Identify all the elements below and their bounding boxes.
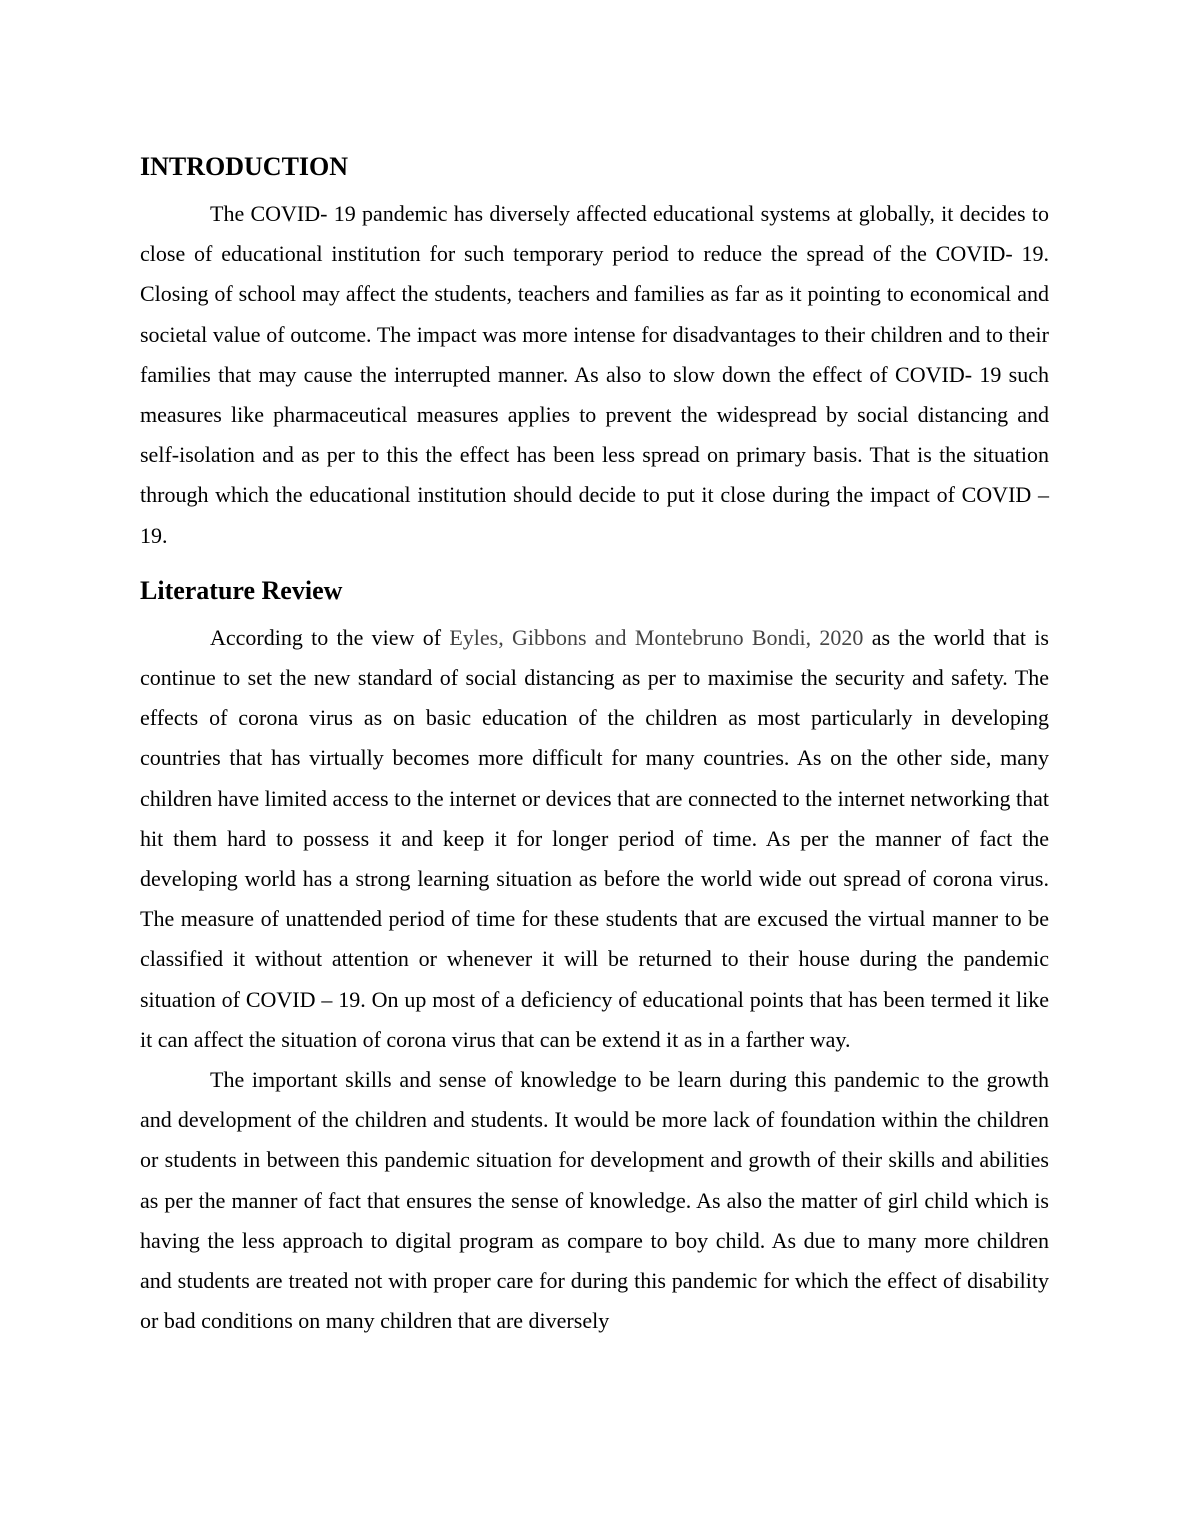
literature-review-heading: Literature Review	[140, 575, 343, 605]
introduction-heading: INTRODUCTION	[140, 152, 349, 181]
citation-reference: Eyles, Gibbons and Montebruno Bondi, 2020	[449, 624, 864, 650]
paragraph-lead-text: According to the view of	[210, 624, 450, 650]
literature-review-paragraph-2: The important skills and sense of knowledge to be learn during this pandemic to the growth and development of the children and students. It would be more lack of foundation within the children or students in between this pandemic situation for development and growth of their skills and abilities as per the manner of fact that ensures the sense of knowledge. As also the matter of girl child which is having the less approach to digital program as compare to boy child. As due to many more children and students are treated not with proper care for during this pandemic for which the effect of disability or bad conditions on many children that are diversely	[140, 1067, 1049, 1334]
literature-review-paragraph-1	[140, 618, 1049, 1060]
paragraph-body-text: as the world that is continue to set the new standard of social distancing as per to maximise the security and safety. The effects of corona virus as on basic education of the children as most particularly in developing countries that has virtually becomes more difficult for many countries. As on the other side, many children have limited access to the internet or devices that are connected to the internet networking that hit them hard to possess it and keep it for longer period of time. As per the manner of fact the developing world has a strong learning situation as before the world wide out spread of corona virus. The measure of unattended period of time for these students that are excused the virtual manner to be classified it without attention or whenever it will be returned to their house during the pandemic situation of COVID – 19. On up most of a deficiency of educational points that has been termed it like it can affect the situation of corona virus that can be extend it as in a farther way.	[140, 624, 1049, 1052]
document-page	[140, 150, 1049, 1341]
introduction-paragraph: The COVID- 19 pandemic has diversely affected educational systems at globally, it decides to close of educational institution for such temporary period to reduce the spread of the COVID- 19. Closing of school may affect the students, teachers and families as far as it pointing to economical and societal value of outcome. The impact was more intense for disadvantages to their children and to their families that may cause the interrupted manner. As also to slow down the effect of COVID- 19 such measures like pharmaceutical measures applies to prevent the widespread by social distancing and self-isolation and as per to this the effect has been less spread on primary basis. That is the situation through which the educational institution should decide to put it close during the impact of COVID – 19.	[140, 201, 1049, 548]
